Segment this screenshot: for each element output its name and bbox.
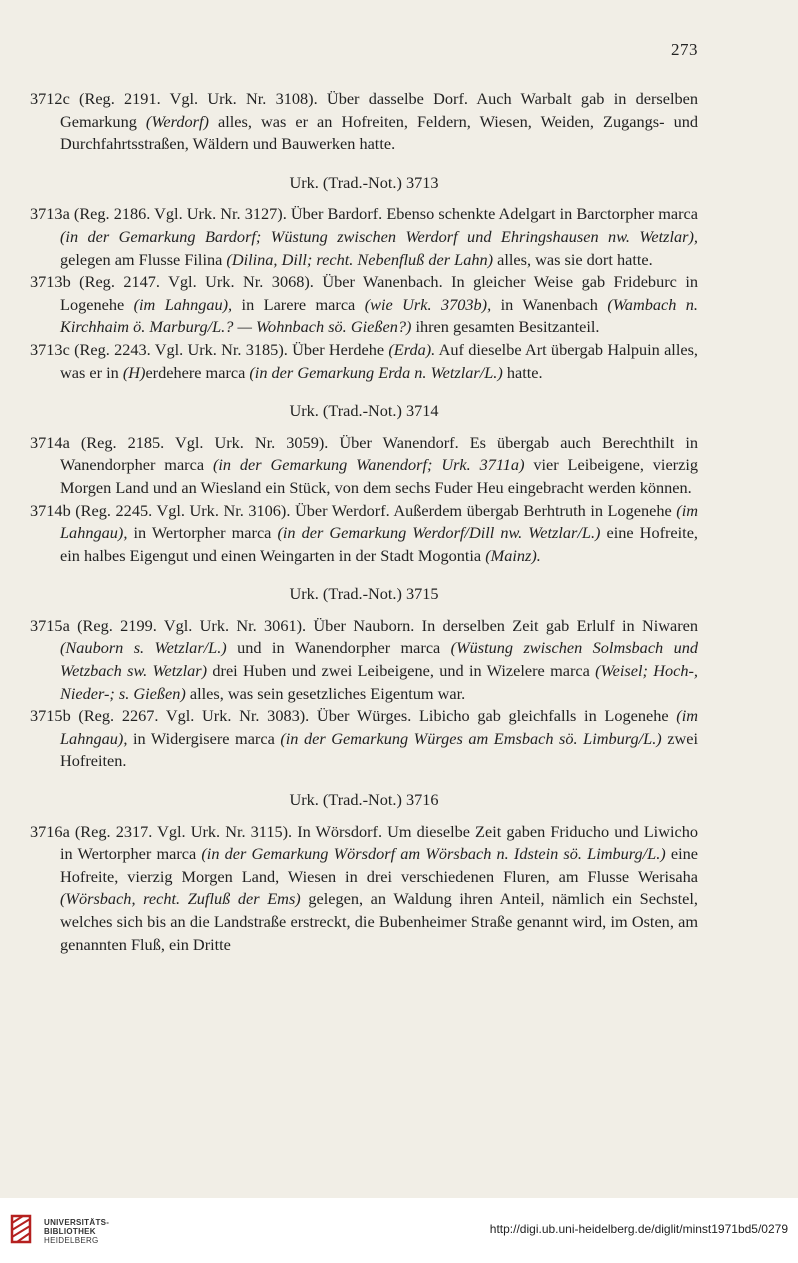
entry-annotation: (in der Gemarkung Werdorf/Dill nw. Wetzlar/L.) — [277, 523, 601, 543]
document-entry — [30, 88, 698, 156]
section-heading: Urk. (Trad.-Not.) 3713 — [289, 172, 439, 192]
entry-text: in Wanenbach — [491, 294, 608, 314]
entry-text: und in Wanendorpher marca — [226, 638, 451, 658]
document-entry — [30, 271, 698, 339]
entry-text: 3713b (Reg. 2147. Vgl. Urk. Nr. 3068). Über Wanenbach. In gleicher Weise gab Frideburc in Logenehe — [30, 272, 698, 314]
entry-text: Auf dieselbe Art übergab Halpuin alles, was er in — [60, 339, 698, 382]
entry-text: 3714b (Reg. 2245. Vgl. Urk. Nr. 3106). Über Werdorf. Außerdem übergab Berhtruth in Logenehe — [30, 500, 677, 520]
entry-text: 3713c (Reg. 2243. Vgl. Urk. Nr. 3185). Über Herdehe — [30, 339, 389, 359]
entry-annotation: (in der Gemarkung Würges am Emsbach sö. Limburg/L.) — [280, 728, 662, 748]
logo-line-2: BIBLIOTHEK — [44, 1227, 96, 1236]
entry-text: in Widergisere marca — [127, 728, 281, 748]
page-number: 273 — [671, 40, 698, 59]
entry-text: gelegen am Flusse Filina — [60, 249, 227, 269]
logo-line-3: HEIDELBERG — [44, 1236, 99, 1245]
footer-bar — [0, 1198, 798, 1263]
document-entry — [30, 615, 698, 705]
section-heading: Urk. (Trad.-Not.) 3715 — [289, 584, 439, 604]
entry-text: 3716a (Reg. 2317. Vgl. Urk. Nr. 3115). In Wörsdorf. Um dieselbe Zeit gaben Friducho und Liwicho in Wertorpher marca — [30, 821, 698, 864]
entry-text: 3712c (Reg. 2191. Vgl. Urk. Nr. 3108). Über dasselbe Dorf. Auch Warbalt gab in derselben Gemarkung — [30, 89, 698, 131]
entry-text: hatte. — [502, 362, 543, 382]
entry-annotation: (Wambach n. Kirchhaim ö. Marburg/L.? — Wohnbach sö. Gießen?) — [60, 294, 698, 337]
entry-annotation: (Erda). — [388, 339, 436, 359]
entry-text: alles, was sie dort hatte. — [493, 249, 653, 269]
entry-annotation: (in der Gemarkung Wörsdorf am Wörsbach n. Idstein sö. Limburg/L.) — [201, 844, 666, 864]
entry-annotation: (in der Gemarkung Erda n. Wetzlar/L.) — [249, 362, 503, 382]
entry-annotation: (in der Gemarkung Bardorf; Wüstung zwischen Werdorf und Ehringshausen nw. Wetzlar), — [60, 226, 698, 246]
entry-annotation: (im Lahngau), — [60, 706, 698, 748]
entry-text: gelegen, an Waldung ihren Anteil, nämlich ein Sechstel, welches sich bis an die Landstraße erstreckt, die Bubenheimer Straße genannt wird, im Osten, am genannten Fluß, ein Dritte — [60, 889, 698, 954]
document-entry — [30, 821, 698, 957]
logo-line-1: UNIVERSITÄTS- — [44, 1218, 110, 1227]
entry-text: drei Huben und zwei Leibeigene, und in Wizelere marca — [207, 661, 596, 681]
entry-annotation: (H) — [122, 362, 146, 382]
entry-text: 3715a (Reg. 2199. Vgl. Urk. Nr. 3061). Über Nauborn. In derselben Zeit gab Erlulf in Niwaren — [30, 615, 698, 635]
entry-text: eine Hofreite, vierzig Morgen Land, Wiesen in drei verschiedenen Fluren, am Flusse Werisaha — [60, 844, 698, 886]
entry-text: 3715b (Reg. 2267. Vgl. Urk. Nr. 3083). Über Würges. Libicho gab gleichfalls in Logenehe — [30, 706, 677, 726]
section-heading: Urk. (Trad.-Not.) 3714 — [289, 401, 439, 421]
entry-annotation: (in der Gemarkung Wanendorf; Urk. 3711a) — [212, 455, 525, 475]
entry-annotation: (Wüstung zwischen Solmsbach und Wetzbach sw. Wetzlar) — [60, 638, 699, 681]
document-entry — [30, 432, 698, 500]
entry-text: 3714a (Reg. 2185. Vgl. Urk. Nr. 3059). Über Wanendorf. Es übergab auch Berechthilt in Wanendorpher marca — [30, 432, 698, 475]
source-url-link[interactable]: http://digi.ub.uni-heidelberg.de/diglit/minst1971bd5/0279 — [489, 1222, 788, 1236]
section-heading: Urk. (Trad.-Not.) 3716 — [289, 790, 439, 810]
entry-annotation: (im Lahngau), — [133, 294, 233, 314]
entry-text: vier Leibeigene, vierzig Morgen Land und an Wiesland ein Stück, von dem sechs Fuder Heu eingebracht werden können. — [60, 455, 698, 497]
entry-annotation: (Werdorf) — [145, 111, 209, 131]
entry-annotation: (Weisel; Hoch-, Nieder-; s. Gießen) — [60, 661, 698, 703]
entry-annotation: (im Lahngau), — [60, 500, 698, 543]
library-logo-text — [44, 1218, 109, 1245]
entry-annotation: (Nauborn s. Wetzlar/L.) — [60, 638, 227, 658]
document-entry — [30, 339, 698, 384]
document-body — [30, 88, 698, 956]
entry-annotation: (Wörsbach, recht. Zufluß der Ems) — [60, 889, 301, 909]
entry-annotation: (Dilina, Dill; recht. Nebenfluß der Lahn) — [226, 249, 494, 269]
entry-annotation: (Mainz). — [485, 545, 541, 565]
entry-text: erdehere marca — [145, 362, 250, 382]
entry-text: zwei Hofreiten. — [60, 728, 698, 771]
library-logo-icon — [8, 1214, 34, 1244]
entry-text: alles, was er an Hofreiten, Feldern, Wiesen, Weiden, Zugangs- und Durchfahrtsstraßen, Wäldern und Bauwerken hatte. — [60, 111, 698, 154]
document-entry — [30, 500, 698, 568]
entry-text: ihren gesamten Besitzanteil. — [411, 317, 600, 337]
document-entry — [30, 705, 698, 773]
entry-annotation: (wie Urk. 3703b), — [364, 294, 492, 314]
entry-text: alles, was sein gesetzliches Eigentum war. — [185, 683, 466, 703]
entry-text: 3713a (Reg. 2186. Vgl. Urk. Nr. 3127). Über Bardorf. Ebenso schenkte Adelgart in Barctorpher marca — [30, 204, 698, 224]
entry-text: eine Hofreite, ein halbes Eigengut und einen Weingarten in der Stadt Mogontia — [60, 523, 698, 565]
document-entry — [30, 203, 698, 271]
entry-text: in Larere marca — [232, 294, 365, 314]
entry-text: in Wertorpher marca — [127, 523, 278, 543]
